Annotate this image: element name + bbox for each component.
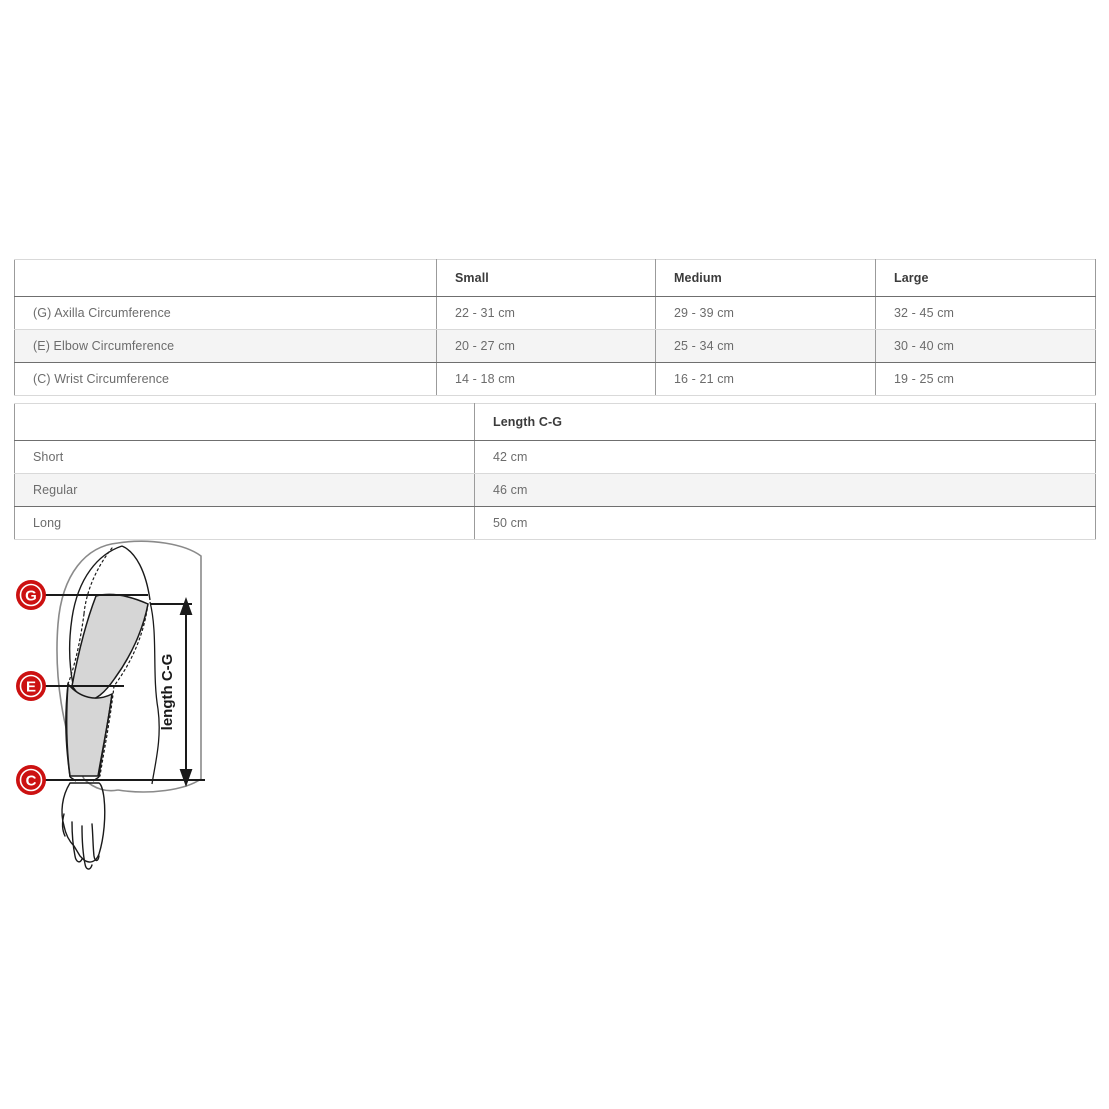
hand-outline	[62, 783, 105, 869]
column-header-large: Large	[876, 260, 1096, 297]
marker-g	[16, 580, 46, 610]
length-size-table	[14, 403, 1096, 540]
marker-e	[16, 671, 46, 701]
row-label: (G) Axilla Circumference	[15, 297, 437, 330]
cell-medium: 29 - 39 cm	[656, 297, 876, 330]
cell-large: 32 - 45 cm	[876, 297, 1096, 330]
marker-label-e: E	[25, 678, 37, 696]
length-cg-dimension-label: length C-G	[159, 653, 176, 731]
row-label: (C) Wrist Circumference	[15, 363, 437, 396]
cell-medium: 25 - 34 cm	[656, 330, 876, 363]
table-row	[15, 330, 1096, 363]
cell-length: 50 cm	[475, 507, 1096, 540]
marker-label-c: C	[25, 772, 37, 790]
column-header-size	[15, 404, 475, 441]
cell-medium: 16 - 21 cm	[656, 363, 876, 396]
cell-small: 22 - 31 cm	[437, 297, 656, 330]
cell-small: 20 - 27 cm	[437, 330, 656, 363]
torso-inner-contour	[150, 602, 159, 784]
column-header-small: Small	[437, 260, 656, 297]
table-row	[15, 474, 1096, 507]
column-header-measurement	[15, 260, 437, 297]
column-header-medium: Medium	[656, 260, 876, 297]
table-row	[15, 363, 1096, 396]
row-label: Short	[15, 441, 475, 474]
cell-large: 30 - 40 cm	[876, 330, 1096, 363]
table-row	[15, 297, 1096, 330]
marker-label-g: G	[25, 587, 37, 605]
cell-small: 14 - 18 cm	[437, 363, 656, 396]
table-header-row	[15, 260, 1096, 297]
row-label: Regular	[15, 474, 475, 507]
row-label: (E) Elbow Circumference	[15, 330, 437, 363]
marker-c	[16, 765, 46, 795]
column-header-length-cg: Length C-G	[475, 404, 1096, 441]
cell-large: 19 - 25 cm	[876, 363, 1096, 396]
circumference-size-table	[14, 259, 1096, 396]
table-header-row	[15, 404, 1096, 441]
cell-length: 42 cm	[475, 441, 1096, 474]
cell-length: 46 cm	[475, 474, 1096, 507]
arm-measurement-diagram	[0, 534, 250, 884]
row-label: Long	[15, 507, 475, 540]
table-row	[15, 441, 1096, 474]
